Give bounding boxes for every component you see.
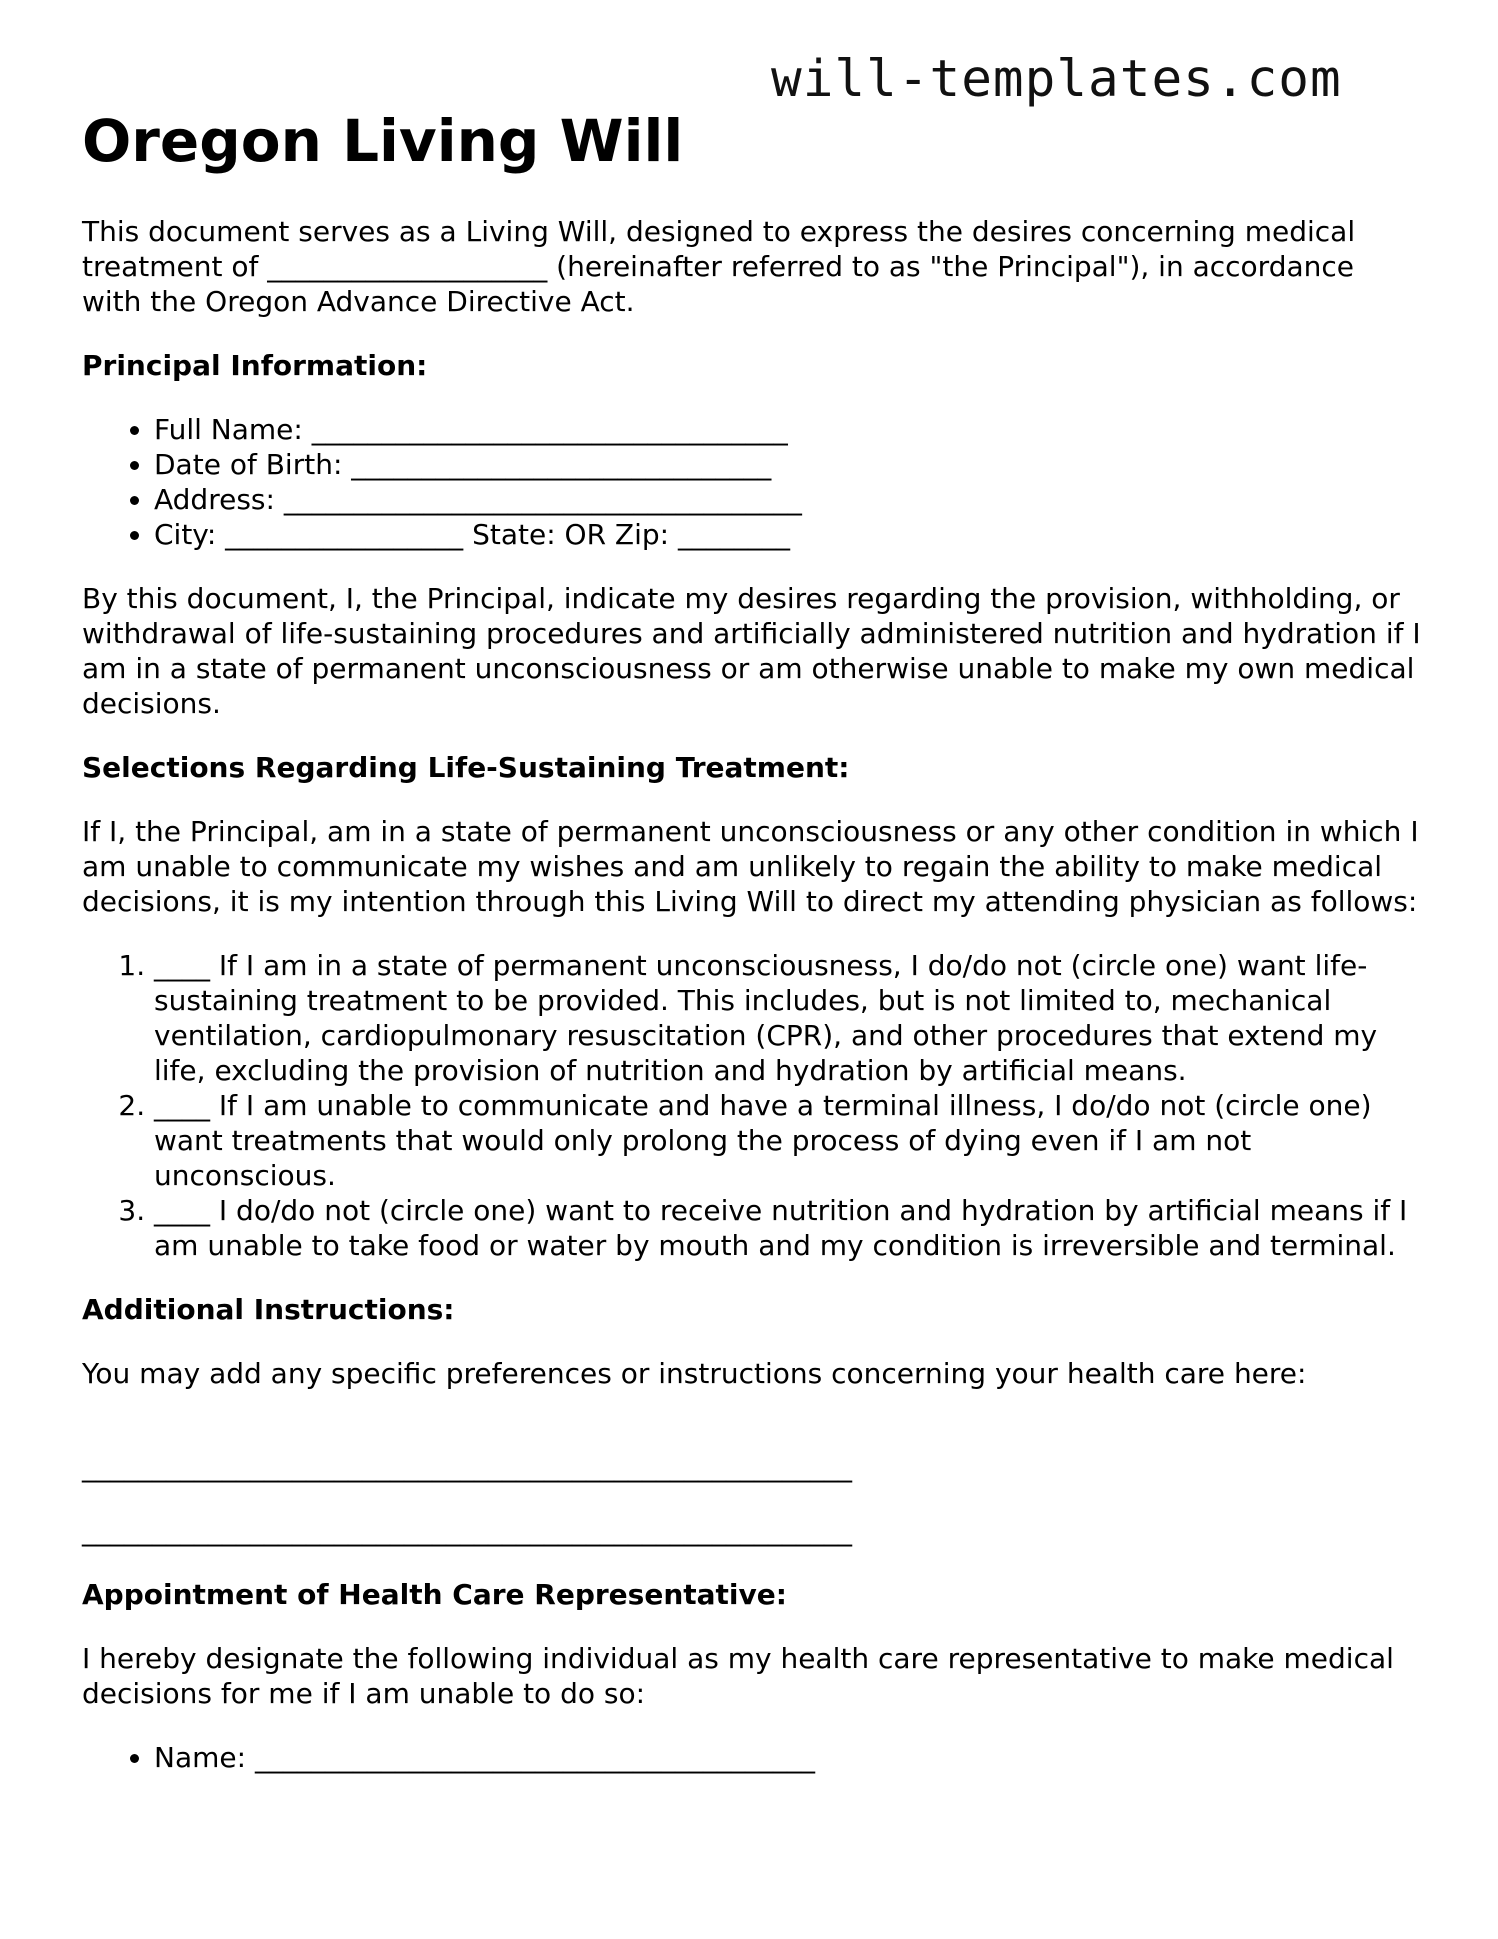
selection-item-2[interactable]: 2. ____ If I am unable to communicate and have a terminal illness, I do/do not (circle one) want treatments that would only prolong the process of dying even if I am not unconscious. xyxy=(154,1088,1422,1193)
selections-list xyxy=(82,948,1422,1263)
additional-instructions-line-1[interactable]: _______________________________________________________ xyxy=(82,1450,852,1483)
principal-dob-field[interactable]: • Date of Birth: ______________________________ xyxy=(154,447,1422,482)
representative-list xyxy=(82,1740,1422,1775)
additional-instructions-paragraph: You may add any specific preferences or instructions concerning your health care here: xyxy=(82,1357,1307,1390)
principal-full-name-field[interactable]: • Full Name: __________________________________ xyxy=(154,412,1422,447)
desires-paragraph: By this document, I, the Principal, indicate my desires regarding the provision, withholding, or withdrawal of life-sustaining procedures and artificially administered nutrition and hydration if I am in a state of permanent unconsciousness or am otherwise unable to make my own medical decisions. xyxy=(82,582,1421,720)
selections-paragraph: If I, the Principal, am in a state of permanent unconsciousness or any other condition in which I am unable to communicate my wishes and am unlikely to regain the ability to make medical decisions, it is my intention through this Living Will to direct my attending physician as follows: xyxy=(82,815,1419,918)
principal-address-field[interactable]: • Address: _____________________________________ xyxy=(154,482,1422,517)
selection-item-3[interactable]: 3. ____ I do/do not (circle one) want to receive nutrition and hydration by artificial means if I am unable to take food or water by mouth and my condition is irreversible and terminal. xyxy=(154,1193,1422,1263)
intro-paragraph: This document serves as a Living Will, designed to express the desires concerning medical treatment of ____________________ (hereinafter referred to as "the Principal"), in accordance with the Oregon Advance Directive Act. xyxy=(82,215,1356,318)
page-title: Oregon Living Will xyxy=(82,107,684,175)
principal-info-heading: Principal Information: xyxy=(82,349,428,382)
spacer xyxy=(82,1420,1422,1449)
principal-city-state-zip-field[interactable]: • City: _________________ State: OR Zip: ________ xyxy=(154,517,1422,552)
watermark: will-templates.com xyxy=(771,50,1342,109)
document-body xyxy=(82,214,1422,1804)
principal-info-list xyxy=(82,412,1422,552)
selections-heading: Selections Regarding Life-Sustaining Treatment: xyxy=(82,751,850,784)
representative-name-field[interactable]: • Name: ________________________________________ xyxy=(154,1740,1422,1775)
additional-instructions-line-2[interactable]: _______________________________________________________ xyxy=(82,1514,852,1547)
additional-instructions-heading: Additional Instructions: xyxy=(82,1293,455,1326)
representative-heading: Appointment of Health Care Representative: xyxy=(82,1578,787,1611)
representative-paragraph: I hereby designate the following individual as my health care representative to make medical decisions for me if I am unable to do so: xyxy=(82,1642,1394,1710)
selection-item-1[interactable]: 1. ____ If I am in a state of permanent unconsciousness, I do/do not (circle one) want life-sustaining treatment to be provided. This includes, but is not limited to, mechanical ventilation, cardiopulmonary resuscitation (CPR), and other procedures that extend my life, excluding the provision of nutrition and hydration by artificial means. xyxy=(154,948,1422,1088)
